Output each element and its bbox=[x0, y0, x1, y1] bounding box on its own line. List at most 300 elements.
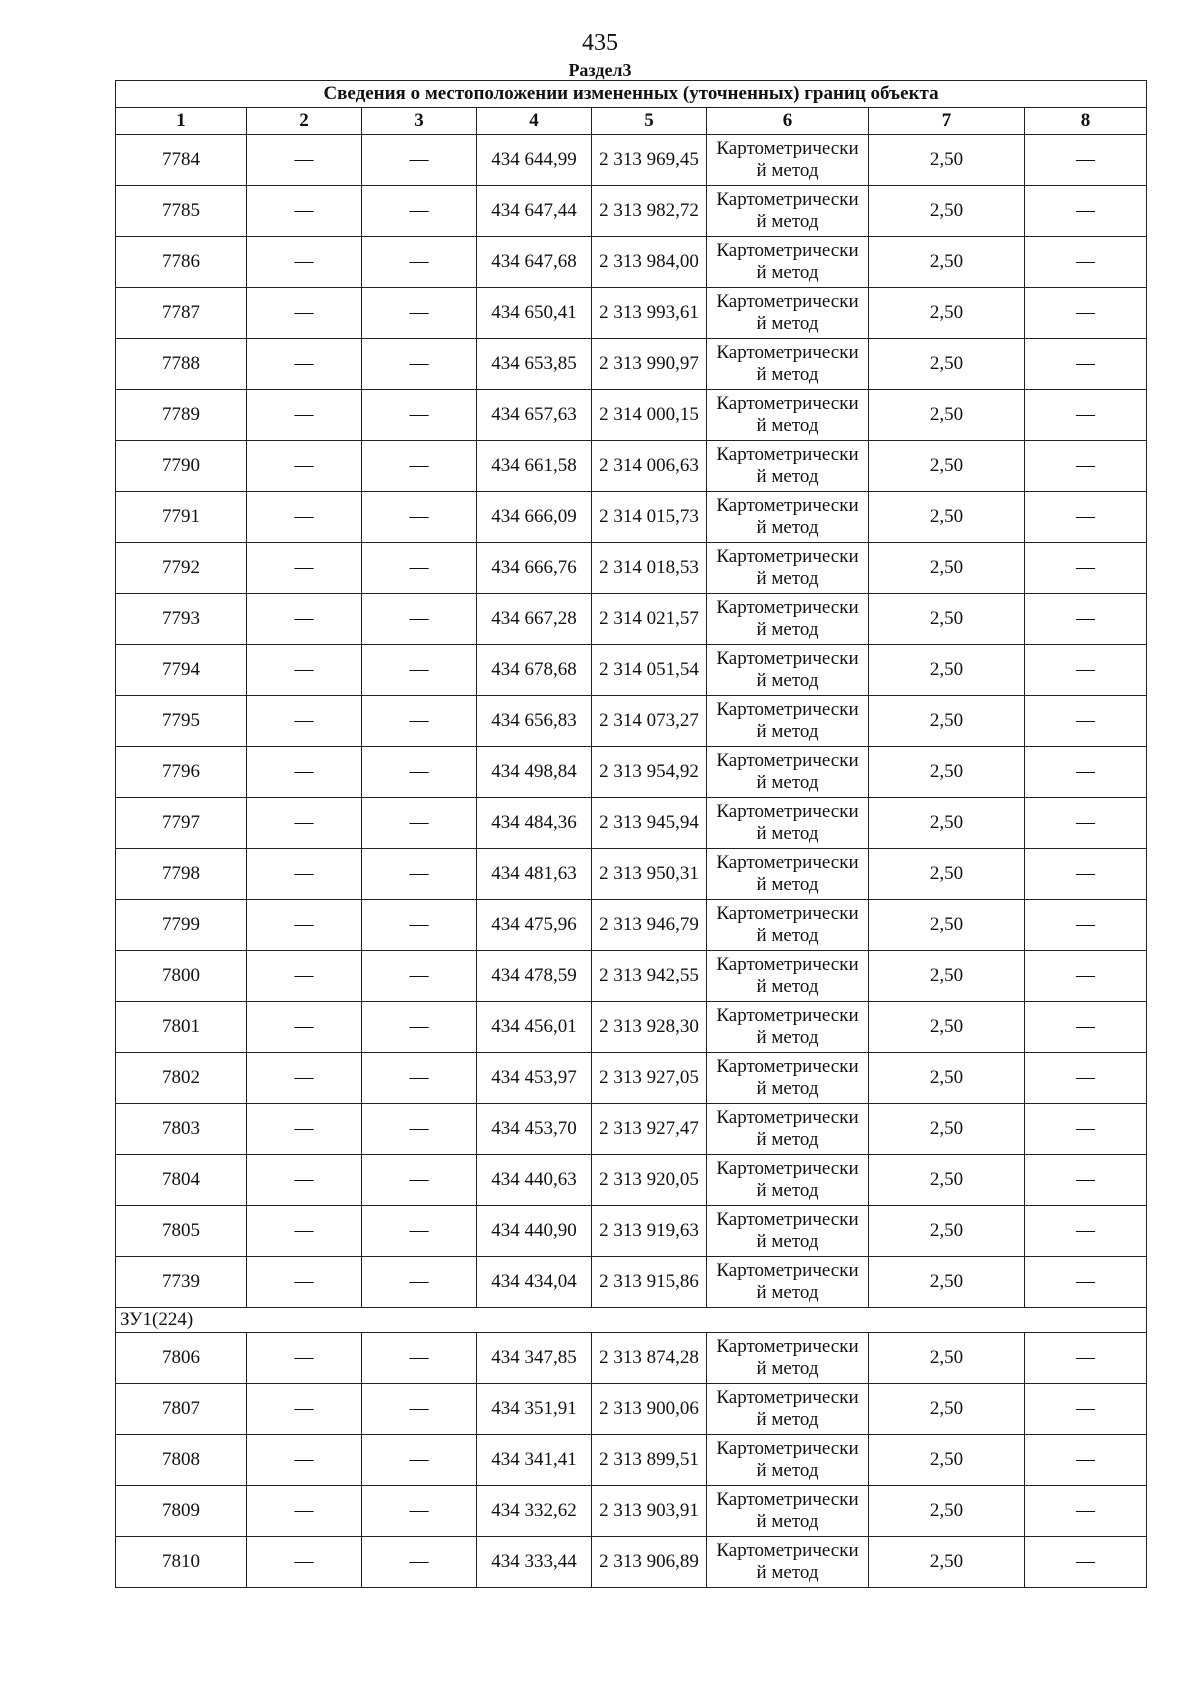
cell-c7: 2,50 bbox=[869, 1155, 1025, 1206]
cell-c7: 2,50 bbox=[869, 696, 1025, 747]
method-line-1: Картометрически bbox=[716, 1005, 859, 1026]
method-line-2: й метод bbox=[756, 262, 819, 283]
method-line-1: Картометрически bbox=[716, 597, 859, 618]
method-line-2: й метод bbox=[756, 1231, 819, 1252]
cell-c4: 434 498,84 bbox=[477, 747, 592, 798]
cell-method bbox=[707, 288, 869, 339]
cell-c8: — bbox=[1025, 1384, 1147, 1435]
cell-c7: 2,50 bbox=[869, 390, 1025, 441]
cell-c5: 2 314 006,63 bbox=[592, 441, 707, 492]
column-header: 2 bbox=[247, 108, 362, 135]
method-line-1: Картометрически bbox=[716, 801, 859, 822]
cell-c2: — bbox=[247, 135, 362, 186]
cell-c4: 434 656,83 bbox=[477, 696, 592, 747]
cell-c8: — bbox=[1025, 645, 1147, 696]
cell-c1: 7807 bbox=[116, 1384, 247, 1435]
method-line-2: й метод bbox=[756, 517, 819, 538]
cell-c1: 7791 bbox=[116, 492, 247, 543]
cell-c8: — bbox=[1025, 1053, 1147, 1104]
table-row bbox=[116, 1333, 1147, 1384]
cell-c4: 434 440,90 bbox=[477, 1206, 592, 1257]
method-line-2: й метод bbox=[756, 670, 819, 691]
cell-c7: 2,50 bbox=[869, 645, 1025, 696]
cell-c7: 2,50 bbox=[869, 492, 1025, 543]
cell-c7: 2,50 bbox=[869, 186, 1025, 237]
cell-c3: — bbox=[362, 1155, 477, 1206]
cell-c3: — bbox=[362, 237, 477, 288]
cell-method bbox=[707, 1053, 869, 1104]
cell-c5: 2 313 950,31 bbox=[592, 849, 707, 900]
cell-c7: 2,50 bbox=[869, 1104, 1025, 1155]
cell-method bbox=[707, 339, 869, 390]
cell-c7: 2,50 bbox=[869, 1206, 1025, 1257]
column-header: 3 bbox=[362, 108, 477, 135]
cell-c1: 7795 bbox=[116, 696, 247, 747]
cell-c2: — bbox=[247, 900, 362, 951]
cell-c3: — bbox=[362, 441, 477, 492]
cell-c4: 434 647,44 bbox=[477, 186, 592, 237]
cell-c2: — bbox=[247, 594, 362, 645]
cell-c5: 2 313 928,30 bbox=[592, 1002, 707, 1053]
cell-c8: — bbox=[1025, 1104, 1147, 1155]
cell-c2: — bbox=[247, 1384, 362, 1435]
cell-c2: — bbox=[247, 951, 362, 1002]
table-row bbox=[116, 1257, 1147, 1308]
cell-method bbox=[707, 1435, 869, 1486]
cell-c7: 2,50 bbox=[869, 1002, 1025, 1053]
method-line-2: й метод bbox=[756, 823, 819, 844]
method-line-2: й метод bbox=[756, 466, 819, 487]
cell-c5: 2 313 920,05 bbox=[592, 1155, 707, 1206]
cell-c2: — bbox=[247, 1155, 362, 1206]
method-line-2: й метод bbox=[756, 1180, 819, 1201]
method-line-1: Картометрически bbox=[716, 1387, 859, 1408]
method-line-2: й метод bbox=[756, 1358, 819, 1379]
cell-c5: 2 313 945,94 bbox=[592, 798, 707, 849]
cell-c2: — bbox=[247, 186, 362, 237]
cell-c2: — bbox=[247, 288, 362, 339]
method-line-2: й метод bbox=[756, 415, 819, 436]
cell-c3: — bbox=[362, 798, 477, 849]
cell-c4: 434 657,63 bbox=[477, 390, 592, 441]
cell-c1: 7810 bbox=[116, 1537, 247, 1588]
column-header: 8 bbox=[1025, 108, 1147, 135]
cell-c3: — bbox=[362, 594, 477, 645]
cell-c3: — bbox=[362, 645, 477, 696]
cell-c5: 2 313 906,89 bbox=[592, 1537, 707, 1588]
method-line-1: Картометрически bbox=[716, 1540, 859, 1561]
cell-c2: — bbox=[247, 390, 362, 441]
cell-c4: 434 351,91 bbox=[477, 1384, 592, 1435]
cell-c4: 434 667,28 bbox=[477, 594, 592, 645]
table-row bbox=[116, 696, 1147, 747]
cell-c8: — bbox=[1025, 798, 1147, 849]
cell-c2: — bbox=[247, 1537, 362, 1588]
cell-c3: — bbox=[362, 1002, 477, 1053]
cell-c4: 434 484,36 bbox=[477, 798, 592, 849]
cell-c4: 434 650,41 bbox=[477, 288, 592, 339]
cell-c2: — bbox=[247, 1333, 362, 1384]
cell-c8: — bbox=[1025, 390, 1147, 441]
cell-c4: 434 666,76 bbox=[477, 543, 592, 594]
cell-c7: 2,50 bbox=[869, 951, 1025, 1002]
cell-c4: 434 453,97 bbox=[477, 1053, 592, 1104]
cell-c5: 2 313 927,47 bbox=[592, 1104, 707, 1155]
cell-c1: 7801 bbox=[116, 1002, 247, 1053]
cell-c7: 2,50 bbox=[869, 1333, 1025, 1384]
cell-c1: 7803 bbox=[116, 1104, 247, 1155]
cell-c2: — bbox=[247, 1435, 362, 1486]
method-line-1: Картометрически bbox=[716, 495, 859, 516]
cell-c8: — bbox=[1025, 1257, 1147, 1308]
cell-c4: 434 456,01 bbox=[477, 1002, 592, 1053]
cell-c5: 2 313 874,28 bbox=[592, 1333, 707, 1384]
cell-c7: 2,50 bbox=[869, 1053, 1025, 1104]
cell-c3: — bbox=[362, 1537, 477, 1588]
method-line-2: й метод bbox=[756, 721, 819, 742]
cell-c3: — bbox=[362, 747, 477, 798]
method-line-2: й метод bbox=[756, 976, 819, 997]
column-header: 6 bbox=[707, 108, 869, 135]
cell-c4: 434 678,68 bbox=[477, 645, 592, 696]
table-row bbox=[116, 1002, 1147, 1053]
cell-c4: 434 478,59 bbox=[477, 951, 592, 1002]
cell-c8: — bbox=[1025, 1537, 1147, 1588]
cell-method bbox=[707, 390, 869, 441]
cell-c3: — bbox=[362, 135, 477, 186]
method-line-1: Картометрически bbox=[716, 546, 859, 567]
method-line-1: Картометрически bbox=[716, 291, 859, 312]
method-line-1: Картометрически bbox=[716, 1438, 859, 1459]
cell-c7: 2,50 bbox=[869, 1435, 1025, 1486]
method-line-2: й метод bbox=[756, 1562, 819, 1583]
cell-c8: — bbox=[1025, 951, 1147, 1002]
cell-c5: 2 313 915,86 bbox=[592, 1257, 707, 1308]
cell-c7: 2,50 bbox=[869, 1486, 1025, 1537]
cell-c1: 7804 bbox=[116, 1155, 247, 1206]
method-line-2: й метод bbox=[756, 1129, 819, 1150]
cell-c5: 2 313 990,97 bbox=[592, 339, 707, 390]
cell-c5: 2 314 000,15 bbox=[592, 390, 707, 441]
caption-row bbox=[116, 81, 1147, 108]
cell-c5: 2 313 927,05 bbox=[592, 1053, 707, 1104]
table-row bbox=[116, 492, 1147, 543]
cell-c1: 7785 bbox=[116, 186, 247, 237]
cell-c1: 7793 bbox=[116, 594, 247, 645]
table-row bbox=[116, 798, 1147, 849]
cell-c3: — bbox=[362, 492, 477, 543]
table-body bbox=[116, 81, 1147, 1588]
method-line-2: й метод bbox=[756, 1078, 819, 1099]
cell-c3: — bbox=[362, 288, 477, 339]
cell-c3: — bbox=[362, 951, 477, 1002]
cell-method bbox=[707, 1537, 869, 1588]
cell-c2: — bbox=[247, 1206, 362, 1257]
cell-c1: 7784 bbox=[116, 135, 247, 186]
cell-c3: — bbox=[362, 1384, 477, 1435]
cell-method bbox=[707, 1257, 869, 1308]
cell-c2: — bbox=[247, 1257, 362, 1308]
cell-c3: — bbox=[362, 1206, 477, 1257]
cell-method bbox=[707, 747, 869, 798]
cell-c7: 2,50 bbox=[869, 798, 1025, 849]
cell-c3: — bbox=[362, 849, 477, 900]
cell-c8: — bbox=[1025, 849, 1147, 900]
group-label: ЗУ1(224) bbox=[116, 1308, 1147, 1333]
cell-c2: — bbox=[247, 1486, 362, 1537]
method-line-2: й метод bbox=[756, 925, 819, 946]
cell-c5: 2 314 018,53 bbox=[592, 543, 707, 594]
cell-method bbox=[707, 798, 869, 849]
method-line-1: Картометрически bbox=[716, 1158, 859, 1179]
table-row bbox=[116, 1104, 1147, 1155]
table-row bbox=[116, 1435, 1147, 1486]
cell-c5: 2 313 900,06 bbox=[592, 1384, 707, 1435]
method-line-2: й метод bbox=[756, 211, 819, 232]
cell-c8: — bbox=[1025, 288, 1147, 339]
cell-c8: — bbox=[1025, 1333, 1147, 1384]
cell-c7: 2,50 bbox=[869, 135, 1025, 186]
method-line-1: Картометрически bbox=[716, 342, 859, 363]
cell-c8: — bbox=[1025, 441, 1147, 492]
cell-c1: 7739 bbox=[116, 1257, 247, 1308]
cell-c4: 434 481,63 bbox=[477, 849, 592, 900]
cell-c7: 2,50 bbox=[869, 849, 1025, 900]
cell-method bbox=[707, 1486, 869, 1537]
cell-c7: 2,50 bbox=[869, 747, 1025, 798]
cell-method bbox=[707, 951, 869, 1002]
cell-c5: 2 314 073,27 bbox=[592, 696, 707, 747]
method-line-2: й метод bbox=[756, 313, 819, 334]
method-line-2: й метод bbox=[756, 568, 819, 589]
table-row bbox=[116, 186, 1147, 237]
method-line-2: й метод bbox=[756, 160, 819, 181]
table-row bbox=[116, 747, 1147, 798]
cell-c3: — bbox=[362, 1435, 477, 1486]
table-row bbox=[116, 900, 1147, 951]
cell-c4: 434 647,68 bbox=[477, 237, 592, 288]
cell-c2: — bbox=[247, 696, 362, 747]
cell-c5: 2 314 021,57 bbox=[592, 594, 707, 645]
cell-c3: — bbox=[362, 186, 477, 237]
cell-c7: 2,50 bbox=[869, 237, 1025, 288]
method-line-1: Картометрически bbox=[716, 1209, 859, 1230]
table-row bbox=[116, 594, 1147, 645]
cell-c2: — bbox=[247, 492, 362, 543]
cell-method bbox=[707, 1384, 869, 1435]
cell-c8: — bbox=[1025, 747, 1147, 798]
cell-c5: 2 313 984,00 bbox=[592, 237, 707, 288]
method-line-1: Картометрически bbox=[716, 393, 859, 414]
cell-c2: — bbox=[247, 339, 362, 390]
table-row bbox=[116, 1053, 1147, 1104]
cell-c8: — bbox=[1025, 492, 1147, 543]
cell-c4: 434 341,41 bbox=[477, 1435, 592, 1486]
coordinates-table bbox=[115, 80, 1147, 1588]
method-line-1: Картометрически bbox=[716, 1489, 859, 1510]
cell-method bbox=[707, 1333, 869, 1384]
cell-c7: 2,50 bbox=[869, 1257, 1025, 1308]
table-row bbox=[116, 1206, 1147, 1257]
cell-c3: — bbox=[362, 696, 477, 747]
section-title: Раздел3 bbox=[568, 60, 632, 80]
cell-c2: — bbox=[247, 849, 362, 900]
cell-c1: 7790 bbox=[116, 441, 247, 492]
cell-c3: — bbox=[362, 1257, 477, 1308]
cell-c4: 434 434,04 bbox=[477, 1257, 592, 1308]
cell-c1: 7798 bbox=[116, 849, 247, 900]
method-line-2: й метод bbox=[756, 1409, 819, 1430]
cell-c1: 7805 bbox=[116, 1206, 247, 1257]
page-number: 435 bbox=[582, 30, 618, 56]
cell-c8: — bbox=[1025, 1435, 1147, 1486]
method-line-2: й метод bbox=[756, 364, 819, 385]
cell-c2: — bbox=[247, 1053, 362, 1104]
cell-c1: 7800 bbox=[116, 951, 247, 1002]
cell-c7: 2,50 bbox=[869, 543, 1025, 594]
cell-c1: 7797 bbox=[116, 798, 247, 849]
method-line-1: Картометрически bbox=[716, 138, 859, 159]
method-line-1: Картометрически bbox=[716, 1260, 859, 1281]
column-header: 5 bbox=[592, 108, 707, 135]
table-row bbox=[116, 1155, 1147, 1206]
cell-c4: 434 475,96 bbox=[477, 900, 592, 951]
cell-c4: 434 644,99 bbox=[477, 135, 592, 186]
table-row bbox=[116, 1537, 1147, 1588]
header-row bbox=[116, 108, 1147, 135]
table-row bbox=[116, 390, 1147, 441]
cell-c3: — bbox=[362, 1333, 477, 1384]
cell-c5: 2 313 993,61 bbox=[592, 288, 707, 339]
cell-c4: 434 453,70 bbox=[477, 1104, 592, 1155]
cell-method bbox=[707, 1155, 869, 1206]
cell-c1: 7806 bbox=[116, 1333, 247, 1384]
cell-c8: — bbox=[1025, 237, 1147, 288]
cell-c4: 434 347,85 bbox=[477, 1333, 592, 1384]
cell-method bbox=[707, 543, 869, 594]
cell-c5: 2 313 982,72 bbox=[592, 186, 707, 237]
cell-c1: 7794 bbox=[116, 645, 247, 696]
table-row bbox=[116, 543, 1147, 594]
method-line-1: Картометрически bbox=[716, 189, 859, 210]
cell-c1: 7789 bbox=[116, 390, 247, 441]
cell-c4: 434 653,85 bbox=[477, 339, 592, 390]
table-row bbox=[116, 645, 1147, 696]
method-line-1: Картометрически bbox=[716, 444, 859, 465]
cell-method bbox=[707, 900, 869, 951]
cell-method bbox=[707, 237, 869, 288]
cell-c8: — bbox=[1025, 900, 1147, 951]
method-line-2: й метод bbox=[756, 1282, 819, 1303]
cell-c5: 2 313 969,45 bbox=[592, 135, 707, 186]
cell-c7: 2,50 bbox=[869, 288, 1025, 339]
table-row bbox=[116, 1384, 1147, 1435]
cell-c7: 2,50 bbox=[869, 441, 1025, 492]
method-line-1: Картометрически bbox=[716, 1107, 859, 1128]
cell-c5: 2 313 942,55 bbox=[592, 951, 707, 1002]
method-line-1: Картометрически bbox=[716, 954, 859, 975]
cell-method bbox=[707, 1104, 869, 1155]
cell-c7: 2,50 bbox=[869, 1384, 1025, 1435]
cell-method bbox=[707, 594, 869, 645]
cell-c5: 2 314 051,54 bbox=[592, 645, 707, 696]
cell-c4: 434 661,58 bbox=[477, 441, 592, 492]
cell-c2: — bbox=[247, 747, 362, 798]
cell-method bbox=[707, 1206, 869, 1257]
cell-c8: — bbox=[1025, 1486, 1147, 1537]
cell-c7: 2,50 bbox=[869, 1537, 1025, 1588]
cell-c8: — bbox=[1025, 594, 1147, 645]
cell-c3: — bbox=[362, 390, 477, 441]
method-line-1: Картометрически bbox=[716, 699, 859, 720]
cell-c8: — bbox=[1025, 1206, 1147, 1257]
table-row bbox=[116, 135, 1147, 186]
cell-c8: — bbox=[1025, 1155, 1147, 1206]
cell-c2: — bbox=[247, 1002, 362, 1053]
cell-method bbox=[707, 492, 869, 543]
cell-c1: 7788 bbox=[116, 339, 247, 390]
method-line-2: й метод bbox=[756, 1511, 819, 1532]
table-row bbox=[116, 339, 1147, 390]
cell-c3: — bbox=[362, 1053, 477, 1104]
cell-c2: — bbox=[247, 543, 362, 594]
method-line-1: Картометрически bbox=[716, 903, 859, 924]
cell-c1: 7809 bbox=[116, 1486, 247, 1537]
cell-c2: — bbox=[247, 1104, 362, 1155]
table-caption: Сведения о местоположении измененных (уточненных) границ объекта bbox=[116, 81, 1147, 108]
cell-c8: — bbox=[1025, 696, 1147, 747]
method-line-2: й метод bbox=[756, 619, 819, 640]
method-line-1: Картометрически bbox=[716, 852, 859, 873]
cell-c1: 7796 bbox=[116, 747, 247, 798]
cell-c5: 2 313 954,92 bbox=[592, 747, 707, 798]
cell-c3: — bbox=[362, 1486, 477, 1537]
cell-c1: 7799 bbox=[116, 900, 247, 951]
cell-c5: 2 313 899,51 bbox=[592, 1435, 707, 1486]
cell-c8: — bbox=[1025, 135, 1147, 186]
table-row bbox=[116, 849, 1147, 900]
cell-c7: 2,50 bbox=[869, 900, 1025, 951]
cell-method bbox=[707, 696, 869, 747]
table-row bbox=[116, 288, 1147, 339]
cell-c8: — bbox=[1025, 543, 1147, 594]
method-line-1: Картометрически bbox=[716, 240, 859, 261]
cell-c8: — bbox=[1025, 186, 1147, 237]
method-line-1: Картометрически bbox=[716, 750, 859, 771]
table-row bbox=[116, 1486, 1147, 1537]
table-row bbox=[116, 237, 1147, 288]
method-line-2: й метод bbox=[756, 1027, 819, 1048]
cell-c2: — bbox=[247, 237, 362, 288]
cell-c5: 2 313 919,63 bbox=[592, 1206, 707, 1257]
cell-c4: 434 332,62 bbox=[477, 1486, 592, 1537]
cell-c7: 2,50 bbox=[869, 339, 1025, 390]
cell-c8: — bbox=[1025, 1002, 1147, 1053]
cell-c8: — bbox=[1025, 339, 1147, 390]
group-row bbox=[116, 1308, 1147, 1333]
cell-c4: 434 666,09 bbox=[477, 492, 592, 543]
method-line-2: й метод bbox=[756, 1460, 819, 1481]
cell-c3: — bbox=[362, 900, 477, 951]
cell-c1: 7808 bbox=[116, 1435, 247, 1486]
cell-c5: 2 313 903,91 bbox=[592, 1486, 707, 1537]
cell-method bbox=[707, 186, 869, 237]
cell-c1: 7786 bbox=[116, 237, 247, 288]
cell-c2: — bbox=[247, 798, 362, 849]
cell-c7: 2,50 bbox=[869, 594, 1025, 645]
cell-c5: 2 314 015,73 bbox=[592, 492, 707, 543]
cell-method bbox=[707, 849, 869, 900]
